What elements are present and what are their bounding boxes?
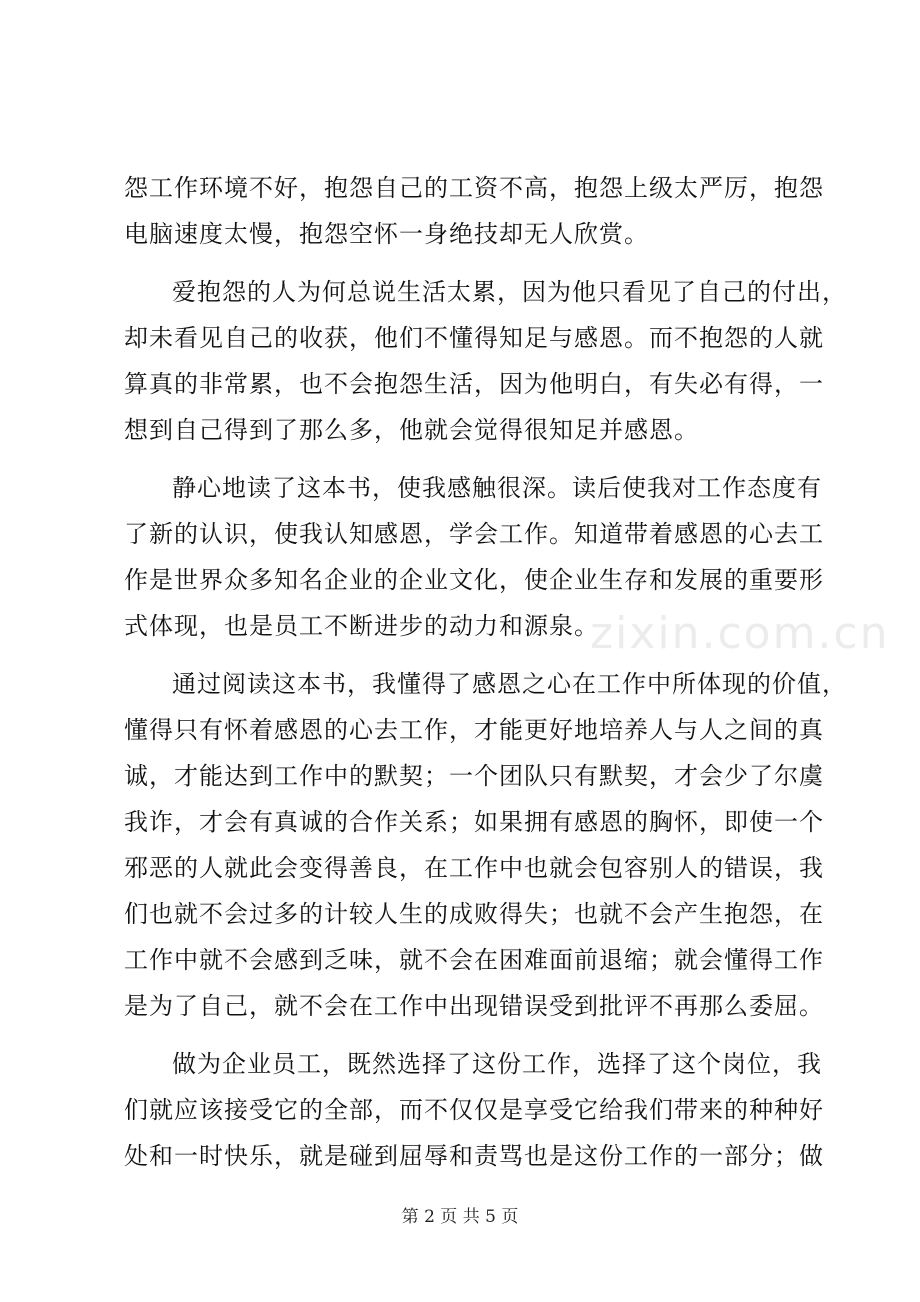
text-line: 我诈，才会有真诚的合作关系；如果拥有感恩的胸怀，即使一个 (124, 808, 824, 836)
text-line: 们也就不会过多的计较人生的成败得失；也就不会产生抱怨，在 (124, 900, 824, 928)
text-line: 诚，才能达到工作中的默契；一个团队只有默契，才会少了尔虞 (124, 762, 824, 790)
text-line: 工作中就不会感到乏味，就不会在困难面前退缩；就会懂得工作 (124, 946, 824, 974)
text-line: 作是世界众多知名企业的企业文化，使企业生存和发展的重要形 (124, 566, 824, 594)
text-line: 是为了自己，就不会在工作中出现错误受到批评不再那么委屈。 (124, 992, 824, 1020)
watermark-text: zixin.com.cn (590, 608, 890, 659)
text-line: 电脑速度太慢，抱怨空怀一身绝技却无人欣赏。 (124, 220, 649, 248)
document-body (124, 165, 847, 1179)
text-line: 却未看见自己的收获，他们不懂得知足与感恩。而不抱怨的人就 (124, 324, 824, 352)
paragraph-first-line: 静心地读了这本书，使我感触很深。读后使我对工作态度有 (172, 474, 822, 502)
text-line: 处和一时快乐，就是碰到屈辱和责骂也是这份工作的一部分；做 (124, 1142, 824, 1170)
paragraph-first-line: 做为企业员工，既然选择了这份工作，选择了这个岗位，我 (172, 1050, 822, 1078)
text-line: 式体现，也是员工不断进步的动力和源泉。 (124, 612, 599, 640)
text-line: 了新的认识，使我认知感恩，学会工作。知道带着感恩的心去工 (124, 520, 824, 548)
text-line: 懂得只有怀着感恩的心去工作，才能更好地培养人与人之间的真 (124, 716, 824, 744)
text-line: 算真的非常累，也不会抱怨生活，因为他明白，有失必有得，一 (124, 370, 824, 398)
text-line: 怨工作环境不好，抱怨自己的工资不高，抱怨上级太严厉，抱怨 (124, 174, 824, 202)
paragraph-first-line: 通过阅读这本书，我懂得了感恩之心在工作中所体现的价值， (172, 670, 847, 698)
paragraph-first-line: 爱抱怨的人为何总说生活太累，因为他只看见了自己的付出， (172, 278, 847, 306)
page-footer: 第 2 页 共 5 页 (401, 1207, 519, 1227)
text-line: 邪恶的人就此会变得善良，在工作中也就会包容别人的错误，我 (124, 854, 824, 882)
text-line: 们就应该接受它的全部，而不仅仅是享受它给我们带来的种种好 (124, 1096, 824, 1124)
text-line: 想到自己得到了那么多，他就会觉得很知足并感恩。 (124, 416, 699, 444)
